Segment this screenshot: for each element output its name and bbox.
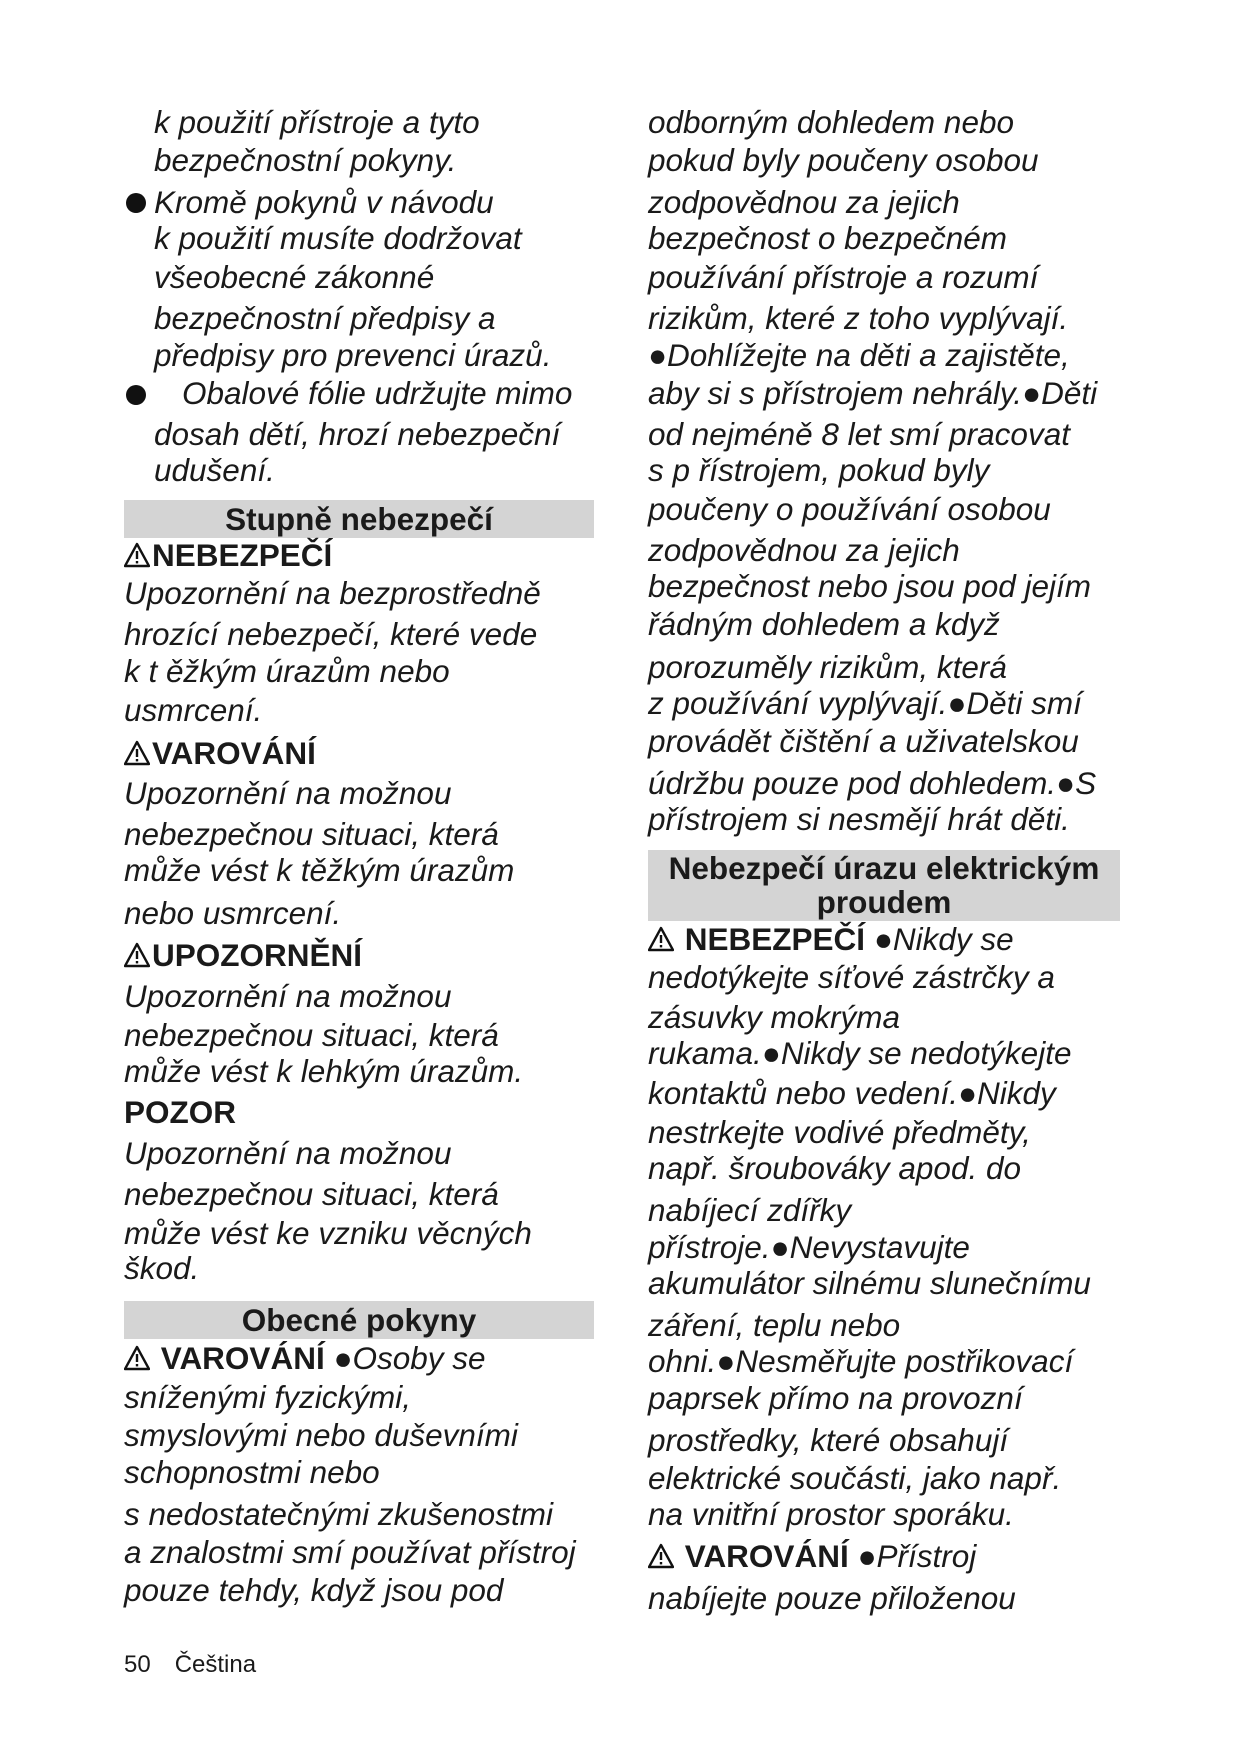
- section-heading-general: Obecné pokyny: [124, 1301, 594, 1339]
- text-line: ●Dohlížejte na děti a zajistěte,: [648, 337, 1070, 373]
- text-line: od nejméně 8 let smí pracovat: [648, 416, 1070, 452]
- text-line: bezpečnost nebo jsou pod jejím: [648, 568, 1092, 604]
- section-heading-electric: [648, 850, 1120, 921]
- text-line: kontaktů nebo vedení.●Nikdy: [648, 1075, 1056, 1111]
- bullet-dot: ●: [333, 1340, 353, 1376]
- general-first-line: [124, 1339, 486, 1377]
- text-line: např. šroubováky apod. do: [648, 1150, 1022, 1186]
- text-line: porozuměly rizikům, která: [648, 649, 1007, 685]
- text-line: může vést ke vzniku věcných: [124, 1215, 532, 1251]
- text-line: Upozornění na možnou: [124, 775, 452, 811]
- text-line: přístrojem si nesmějí hrát děti.: [648, 801, 1070, 837]
- warning-triangle-icon: [648, 926, 674, 952]
- electric-danger-label: NEBEZPEČÍ: [684, 921, 866, 957]
- section-heading-line: Nebezpečí úrazu elektrickým: [668, 850, 1100, 886]
- text-line: k použití přístroje a tyto: [154, 104, 480, 140]
- warning-triangle-icon: [124, 542, 150, 568]
- text-line: Upozornění na možnou: [124, 1135, 452, 1171]
- text-line: s nedostatečnými zkušenostmi: [124, 1496, 553, 1532]
- warning-heading: [124, 734, 316, 772]
- text-line: Kromě pokynů v návodu: [154, 184, 494, 220]
- text-line: může vést k lehkým úrazům.: [124, 1053, 524, 1089]
- section-heading-hazard-levels: Stupně nebezpečí: [124, 500, 594, 538]
- electric-danger-first-line: [648, 920, 1014, 958]
- text-line: na vnitřní prostor sporáku.: [648, 1496, 1014, 1532]
- text-line: udušení.: [154, 452, 275, 488]
- section-heading-line: proudem: [816, 884, 952, 920]
- text-line: nabíjejte pouze přiloženou: [648, 1580, 1016, 1616]
- bullet-icon: [126, 385, 146, 405]
- text-line: rukama.●Nikdy se nedotýkejte: [648, 1035, 1072, 1071]
- bullet-icon: [126, 193, 146, 213]
- text-line: sníženými fyzickými,: [124, 1379, 412, 1415]
- text-line: ohni.●Nesměřujte postřikovací: [648, 1343, 1074, 1379]
- text-line: nestrkejte vodivé předměty,: [648, 1114, 1031, 1150]
- text-line: odborným dohledem nebo: [648, 104, 1015, 140]
- text-line: zodpovědnou za jejich: [648, 184, 960, 220]
- danger-heading: [124, 536, 332, 574]
- text-line: údržbu pouze pod dohledem.●S: [648, 765, 1097, 801]
- page-footer: [124, 1650, 256, 1680]
- text-line: k použití musíte dodržovat: [154, 220, 522, 256]
- text-line: všeobecné zákonné: [154, 259, 435, 295]
- electric-warning-label: VAROVÁNÍ: [684, 1538, 849, 1574]
- text-line: zodpovědnou za jejich: [648, 532, 960, 568]
- text-line: bezpečnost o bezpečném: [648, 220, 1007, 256]
- text-line: smyslovými nebo duševními: [124, 1417, 518, 1453]
- text-line: paprsek přímo na provozní: [648, 1380, 1023, 1416]
- text-run: Osoby se: [352, 1340, 486, 1376]
- text-line: schopnostmi nebo: [124, 1454, 380, 1490]
- page-number: 50: [124, 1651, 151, 1678]
- text-line: prostředky, které obsahují: [648, 1422, 1009, 1458]
- text-line: nabíjecí zdířky: [648, 1192, 852, 1228]
- bullet-dot: ●: [873, 921, 893, 957]
- text-run: Nikdy se: [892, 921, 1014, 957]
- text-line: řádným dohledem a když: [648, 606, 1000, 642]
- text-line: předpisy pro prevenci úrazů.: [154, 337, 552, 373]
- warning-triangle-icon: [648, 1543, 674, 1569]
- text-line: bezpečnostní pokyny.: [154, 142, 457, 178]
- caution-heading: [124, 936, 362, 974]
- text-line: používání přístroje a rozumí: [648, 259, 1039, 295]
- text-line: hrozící nebezpečí, které vede: [124, 616, 538, 652]
- text-line: k t ěžkým úrazům nebo: [124, 653, 450, 689]
- bullet-dot: ●: [857, 1538, 877, 1574]
- danger-label: NEBEZPEČÍ: [152, 537, 333, 573]
- electric-warning-first-line: [648, 1537, 976, 1575]
- text-line: pokud byly poučeny osobou: [648, 142, 1039, 178]
- text-run: Přístroj: [876, 1538, 977, 1574]
- notice-heading: POZOR: [124, 1094, 237, 1130]
- text-line: akumulátor silnému slunečnímu: [648, 1265, 1091, 1301]
- text-line: dosah dětí, hrozí nebezpeční: [154, 416, 561, 452]
- text-line: rizikům, které z toho vyplývají.: [648, 300, 1069, 336]
- text-line: Upozornění na bezprostředně: [124, 575, 541, 611]
- text-line: provádět čištění a uživatelskou: [648, 723, 1079, 759]
- text-line: pouze tehdy, když jsou pod: [124, 1572, 504, 1608]
- text-line: nebezpečnou situaci, která: [124, 816, 499, 852]
- text-line: usmrcení.: [124, 692, 263, 728]
- text-line: záření, teplu nebo: [648, 1307, 901, 1343]
- warning-label: VAROVÁNÍ: [152, 735, 316, 771]
- text-line: nebezpečnou situaci, která: [124, 1176, 499, 1212]
- text-line: a znalostmi smí používat přístroj: [124, 1534, 576, 1570]
- text-line: Upozornění na možnou: [124, 978, 452, 1014]
- text-line: přístroje.●Nevystavujte: [648, 1229, 970, 1265]
- warning-triangle-icon: [124, 740, 150, 766]
- page-language: Čeština: [174, 1651, 257, 1678]
- text-line: může vést k těžkým úrazům: [124, 852, 515, 888]
- text-line: elektrické součásti, jako např.: [648, 1460, 1062, 1496]
- warning-triangle-icon: [124, 942, 150, 968]
- text-line: škod.: [124, 1250, 200, 1286]
- warning-triangle-icon: [124, 1345, 150, 1371]
- general-warning-label: VAROVÁNÍ: [160, 1340, 325, 1376]
- text-line: s p řístrojem, pokud byly: [648, 452, 990, 488]
- text-line: z používání vyplývají.●Děti smí: [648, 685, 1082, 721]
- text-line: Obalové fólie udržujte mimo: [182, 375, 573, 411]
- text-line: nebezpečnou situaci, která: [124, 1017, 499, 1053]
- text-line: nebo usmrcení.: [124, 895, 342, 931]
- caution-label: UPOZORNĚNÍ: [152, 937, 363, 973]
- text-line: aby si s přístrojem nehrály.●Děti: [648, 375, 1098, 411]
- text-line: bezpečnostní předpisy a: [154, 300, 496, 336]
- text-line: nedotýkejte síťové zástrčky a: [648, 959, 1055, 995]
- text-line: zásuvky mokrýma: [648, 999, 901, 1035]
- text-line: poučeny o používání osobou: [648, 491, 1051, 527]
